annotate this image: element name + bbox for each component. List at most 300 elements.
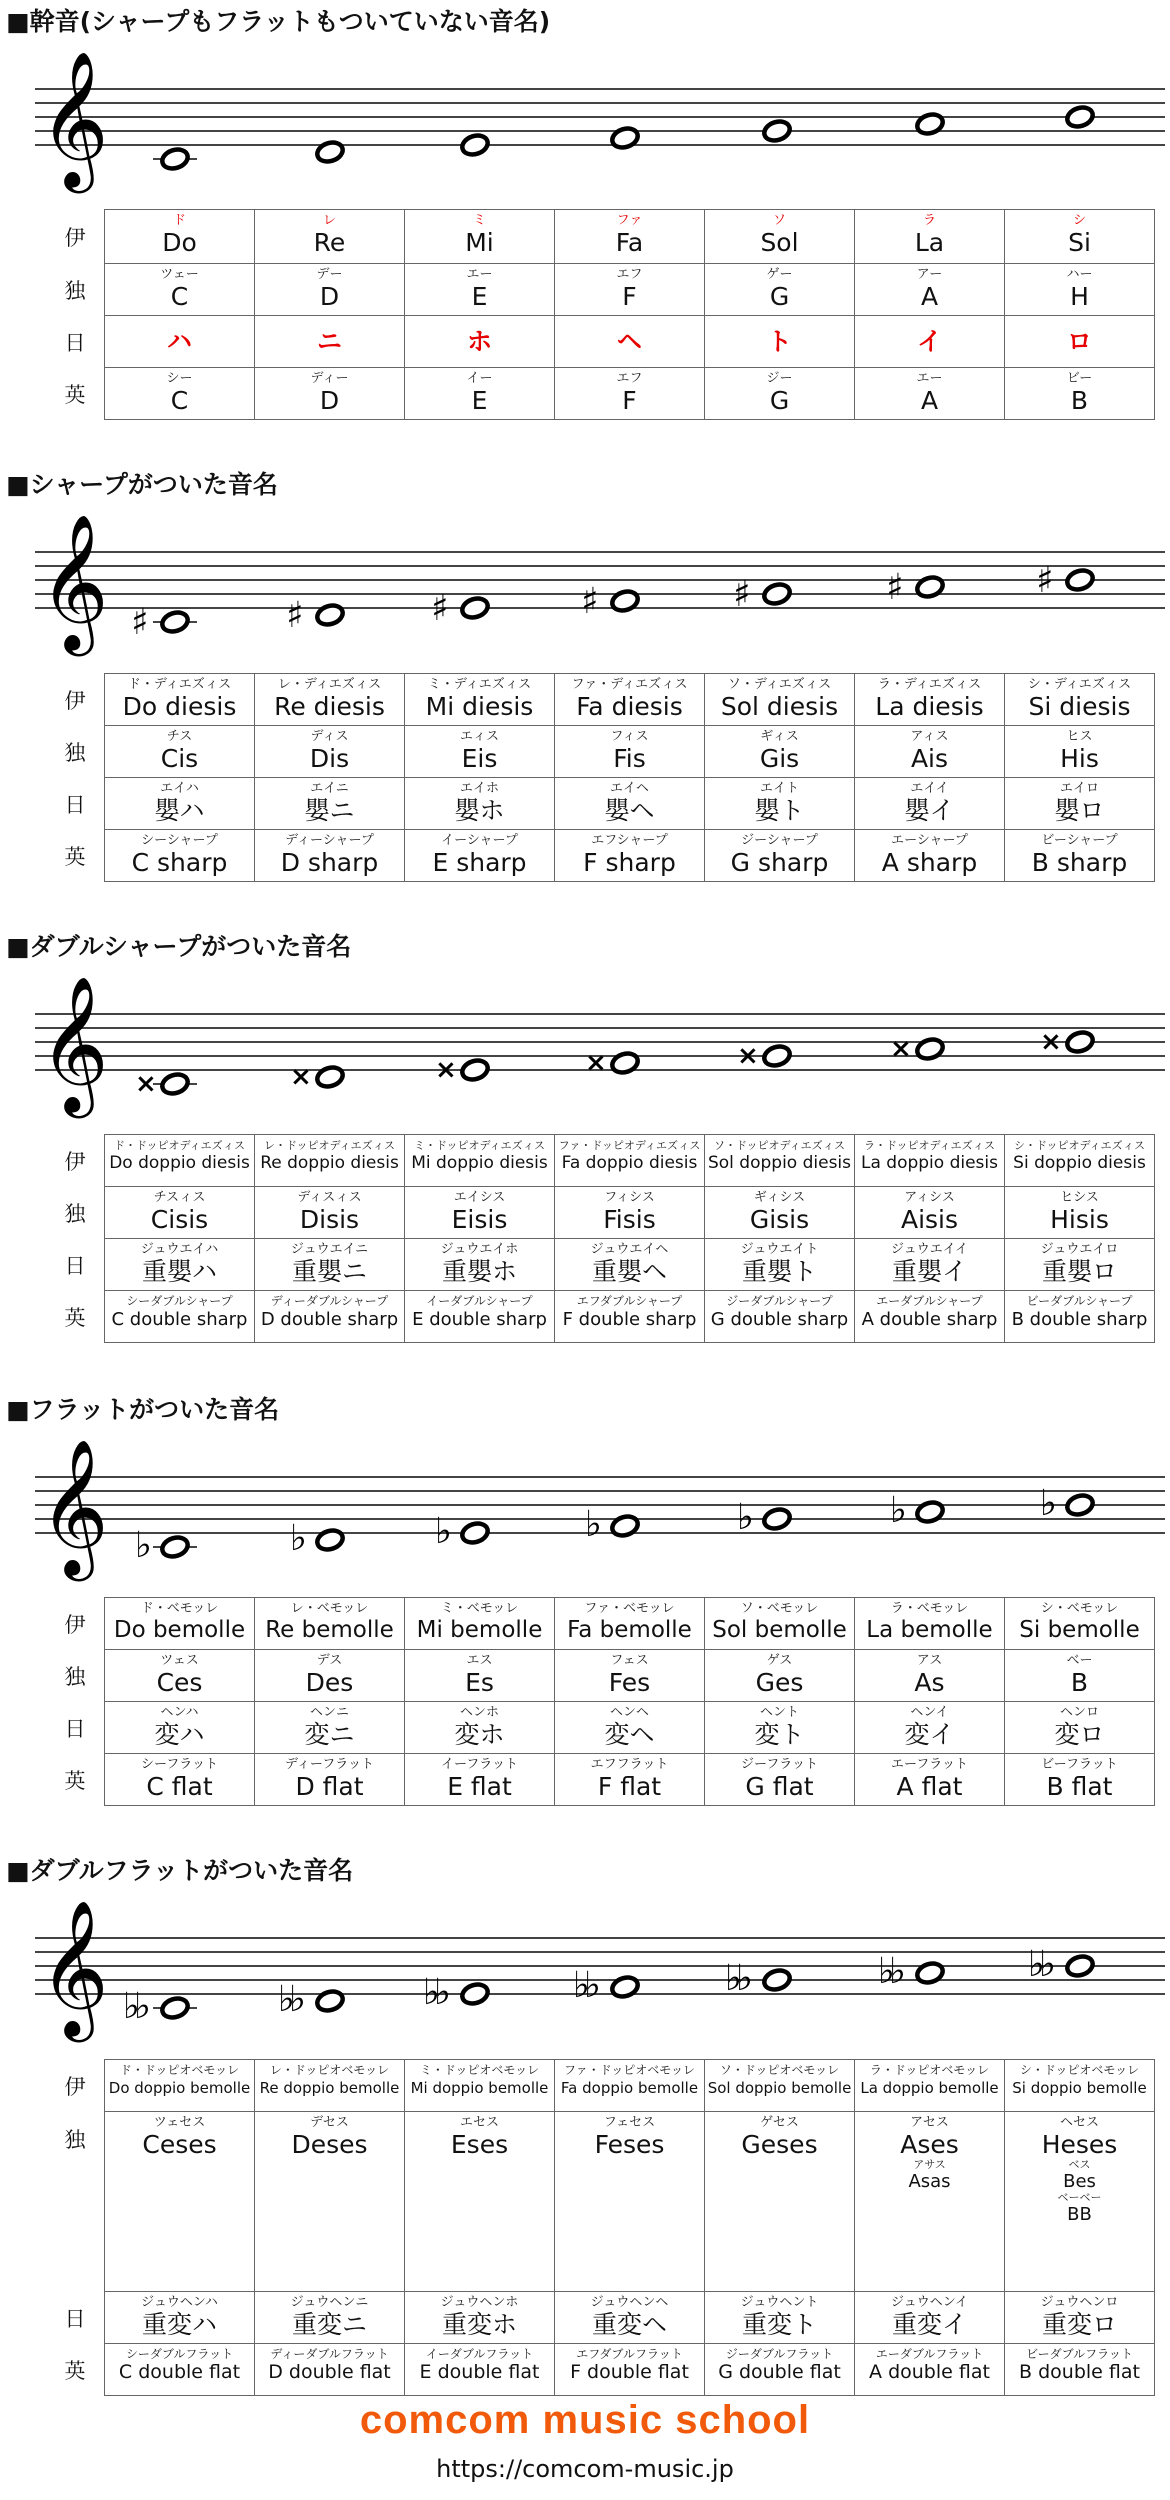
kana: エフダブルフラット [576, 2347, 683, 2361]
lang-label-it: 伊 [64, 1612, 86, 1637]
kana: ド [172, 213, 186, 228]
lang-label-en: 英 [64, 2358, 86, 2383]
kana: シーシャープ [141, 833, 218, 848]
german-name: Fis [613, 744, 646, 773]
kana: ラ [922, 213, 936, 228]
kana: エフ [616, 267, 643, 282]
whole-note [160, 1534, 190, 1559]
german-name: Dis [309, 744, 350, 773]
kana: エイシス [453, 1190, 506, 1205]
japanese-name: 嬰ト [754, 796, 805, 825]
whole-note [460, 595, 490, 620]
kana: エー [916, 371, 943, 386]
kana: ジュウエイト [740, 1242, 819, 1257]
kana: エーフラット [890, 1757, 969, 1772]
lang-label-it: 伊 [64, 225, 86, 250]
kana: ド・ドッピオベモッレ [119, 2063, 240, 2077]
treble-clef-icon: 𝄞 [39, 512, 109, 650]
english-name: D double flat [268, 2361, 391, 2383]
kana: ヘセス [1059, 2115, 1099, 2130]
english-name: B sharp [1031, 848, 1128, 877]
kana: ド・ベモッレ [140, 1601, 219, 1616]
lang-label-en: 英 [64, 1305, 86, 1330]
japanese-name: 重嬰ホ [441, 1257, 517, 1286]
double-sharp-icon: × [737, 1041, 759, 1071]
treble-clef-icon: 𝄞 [39, 974, 109, 1112]
kana: エィス [459, 729, 499, 744]
whole-note [460, 1057, 490, 1082]
double-sharp-icon: × [135, 1069, 157, 1099]
kana: ソ・ベモッレ [740, 1601, 819, 1616]
kana: ベー [1066, 1653, 1093, 1668]
double-sharp-icon: × [435, 1055, 457, 1085]
kana: ジュウエイニ [290, 1242, 369, 1257]
whole-note [915, 574, 945, 599]
double-flat-icon: ♭♭ [123, 1986, 145, 2027]
flat-icon: ♭ [585, 1504, 602, 1545]
kana: レ・ドッピオベモッレ [269, 2063, 390, 2077]
kana: エイニ [310, 781, 349, 796]
italian-name: La [914, 228, 945, 257]
kana: イーダブルシャープ [426, 1294, 533, 1308]
japanese-name: 重変イ [891, 2310, 967, 2339]
kana: チスィス [153, 1190, 206, 1205]
kana: ソ・ディエズィス [727, 677, 832, 692]
whole-note [160, 1071, 190, 1096]
japanese-name: 嬰ホ [454, 796, 505, 825]
kana: ジュウエイヘ [590, 1242, 669, 1257]
section-title: ■幹音(シャープもフラットもついていない音名) [6, 7, 551, 36]
double-flat-icon: ♭♭ [878, 1951, 900, 1992]
kana: ヒシス [1060, 1190, 1099, 1205]
kana: レ [322, 213, 336, 228]
kana: シ・ドッピオディエズィス [1013, 1139, 1145, 1152]
kana: ギィシス [753, 1190, 806, 1205]
italian-name: Re doppio diesis [260, 1153, 399, 1173]
kana: ソ・ドッピオベモッレ [719, 2063, 840, 2077]
school-logo: comcom music school [359, 2398, 811, 2442]
german-name: Eis [461, 744, 498, 773]
note-name-table [46, 673, 1155, 882]
german-name: Ges [755, 1668, 804, 1697]
lang-label-en: 英 [64, 1768, 86, 1793]
kana: フェセス [603, 2115, 656, 2130]
english-name: D [319, 386, 340, 415]
japanese-name: 重変ト [741, 2310, 817, 2339]
german-name: Ais [910, 744, 949, 773]
japanese-name: 重嬰ロ [1041, 1257, 1117, 1286]
section-title: ■フラットがついた音名 [6, 1395, 280, 1424]
english-name: E flat [447, 1772, 512, 1801]
italian-name: Si diesis [1028, 692, 1131, 721]
german-name: Ces [156, 1668, 203, 1697]
kana: ディーダブルフラット [270, 2347, 389, 2361]
kana: エーシャープ [891, 833, 968, 848]
whole-note [915, 1499, 945, 1524]
whole-note [1065, 1492, 1095, 1517]
italian-name: Fa doppio diesis [561, 1153, 698, 1173]
english-name: A double flat [869, 2361, 990, 2383]
italian-name: Fa doppio bemolle [560, 2079, 699, 2097]
kana: シーダブルフラット [125, 2347, 234, 2361]
whole-note [315, 139, 345, 164]
kana: ヘンヘ [609, 1705, 649, 1720]
english-name: E [471, 386, 488, 415]
german-alt-name: BB [1067, 2204, 1092, 2225]
japanese-name: ヘ [616, 327, 642, 356]
italian-name: Do doppio bemolle [108, 2079, 251, 2097]
kana: ゲス [766, 1653, 793, 1668]
lang-label-jp: 日 [64, 792, 86, 817]
kana: エフダブルシャープ [576, 1294, 683, 1308]
treble-clef-icon: 𝄞 [39, 49, 109, 187]
japanese-name: ト [766, 327, 792, 356]
japanese-name: ハ [166, 327, 192, 356]
kana: ヘンロ [1059, 1705, 1099, 1720]
kana: ジュウヘンニ [290, 2295, 369, 2310]
kana: アー [916, 267, 943, 282]
whole-note [460, 132, 490, 157]
japanese-name: 変ホ [454, 1720, 505, 1749]
kana: ジュウヘンヘ [590, 2295, 669, 2310]
music-staff [35, 1432, 1165, 1582]
double-sharp-icon: × [585, 1048, 607, 1078]
whole-note [315, 602, 345, 627]
english-name: A sharp [881, 848, 978, 877]
kana: エフ [616, 371, 643, 386]
section-title: ■ダブルシャープがついた音名 [6, 932, 352, 961]
kana: ド・ドッピオディエズィス [113, 1139, 245, 1152]
german-name: Heses [1041, 2130, 1118, 2159]
kana: ベス [1068, 2158, 1091, 2171]
whole-note [315, 1988, 345, 2013]
english-name: B double flat [1019, 2361, 1140, 2383]
english-name: B [1070, 386, 1089, 415]
english-name: A double sharp [861, 1309, 998, 1330]
kana: デー [316, 267, 343, 282]
japanese-name: 変ヘ [604, 1720, 655, 1749]
whole-note [1065, 1953, 1095, 1978]
italian-name: La doppio bemolle [860, 2079, 999, 2097]
italian-name: Mi [465, 228, 494, 257]
italian-name: Sol bemolle [712, 1617, 847, 1643]
kana: ラ・ドッピオディエズィス [863, 1139, 995, 1152]
whole-note [315, 1527, 345, 1552]
lang-label-jp: 日 [64, 1716, 86, 1741]
german-name: E [471, 282, 488, 311]
english-name: A flat [896, 1772, 963, 1801]
whole-note [610, 125, 640, 150]
kana: エセス [459, 2115, 499, 2130]
kana: ゲー [766, 267, 793, 282]
italian-name: Do doppio diesis [109, 1153, 250, 1173]
whole-note [610, 1513, 640, 1538]
english-name: G flat [745, 1772, 814, 1801]
lang-label-de: 独 [64, 1201, 86, 1226]
japanese-name: 嬰ハ [154, 796, 205, 825]
german-name: D [319, 282, 340, 311]
italian-name: Fa bemolle [567, 1617, 692, 1643]
kana: シ・ドッピオベモッレ [1019, 2063, 1140, 2077]
german-name: Hisis [1050, 1205, 1109, 1234]
japanese-name: 重変ハ [141, 2310, 217, 2339]
kana: ツェセス [153, 2115, 206, 2130]
kana: ビーシャープ [1041, 833, 1118, 848]
kana: アィシス [904, 1190, 955, 1205]
japanese-name: 変イ [904, 1720, 955, 1749]
whole-note [915, 1960, 945, 1985]
kana: ジュウエイホ [440, 1242, 519, 1257]
japanese-name: 嬰ロ [1054, 796, 1105, 825]
kana: シーフラット [140, 1757, 219, 1772]
italian-name: Sol doppio diesis [707, 1153, 852, 1173]
kana: ミ・ドッピオベモッレ [419, 2063, 540, 2077]
kana: ファ・ドッピオベモッレ [564, 2063, 695, 2077]
section-title: ■シャープがついた音名 [6, 470, 278, 499]
english-name: B flat [1046, 1772, 1113, 1801]
kana: ラ・ディエズィス [877, 677, 982, 692]
german-name: Aisis [900, 1205, 959, 1234]
lang-label-de: 独 [64, 1664, 86, 1689]
english-name: D sharp [280, 848, 379, 877]
italian-name: Re diesis [274, 692, 385, 721]
english-name: E sharp [432, 848, 527, 877]
kana: エーダブルシャープ [876, 1294, 983, 1308]
whole-note [610, 1050, 640, 1075]
kana: エイイ [910, 781, 949, 796]
english-name: A [920, 386, 939, 415]
italian-name: Mi doppio diesis [411, 1153, 548, 1173]
japanese-name: ホ [466, 327, 492, 356]
double-flat-icon: ♭♭ [278, 1979, 300, 2020]
german-name: Ceses [142, 2130, 217, 2159]
german-name: Ases [900, 2130, 959, 2159]
kana: ジュウヘント [740, 2295, 819, 2310]
german-name: Gisis [749, 1205, 810, 1234]
german-name: Eisis [451, 1205, 508, 1234]
note-name-table [46, 2059, 1155, 2396]
italian-name: Mi doppio bemolle [410, 2079, 549, 2097]
kana: イーフラット [440, 1757, 519, 1772]
kana: ビー [1066, 371, 1093, 386]
japanese-name: 変ロ [1054, 1720, 1105, 1749]
treble-clef-icon: 𝄞 [39, 1898, 109, 2036]
english-name: F double sharp [562, 1309, 697, 1330]
english-name: E double flat [419, 2361, 540, 2383]
italian-name: Do bemolle [113, 1617, 246, 1643]
italian-name: Si [1068, 228, 1091, 257]
english-name: D flat [295, 1772, 364, 1801]
kana: ファ [616, 213, 643, 228]
english-name: G [769, 386, 790, 415]
german-name: As [914, 1668, 945, 1697]
sharp-icon: ♯ [581, 581, 599, 622]
german-name: Eses [450, 2130, 509, 2159]
kana: ファ・ベモッレ [584, 1601, 675, 1616]
italian-name: Sol [760, 228, 799, 257]
music-staff [35, 1893, 1165, 2043]
kana: ド・ディエズィス [127, 677, 232, 692]
kana: ラ・ドッピオベモッレ [869, 2063, 990, 2077]
german-name: C [170, 282, 189, 311]
english-name: F double flat [570, 2361, 689, 2383]
japanese-name: 重嬰ハ [141, 1257, 217, 1286]
english-name: D double sharp [260, 1309, 399, 1330]
italian-name: Mi diesis [425, 692, 534, 721]
english-name: F [622, 386, 637, 415]
double-flat-icon: ♭♭ [573, 1965, 595, 2006]
german-name: Cisis [150, 1205, 209, 1234]
italian-name: Re [313, 228, 346, 257]
sharp-icon: ♯ [886, 567, 904, 608]
lang-label-it: 伊 [64, 2074, 86, 2099]
german-name: F [622, 282, 637, 311]
whole-note [1065, 1029, 1095, 1054]
kana: ゲセス [760, 2115, 799, 2130]
english-name: C flat [146, 1772, 213, 1801]
whole-note [610, 588, 640, 613]
german-alt-name: Bes [1063, 2171, 1096, 2192]
english-name: F sharp [583, 848, 676, 877]
kana: アス [916, 1653, 943, 1668]
kana: ヒス [1066, 729, 1093, 744]
italian-name: Si doppio diesis [1013, 1153, 1146, 1173]
kana: フェス [610, 1653, 649, 1668]
kana: シー [166, 371, 193, 386]
italian-name: Mi bemolle [416, 1617, 543, 1643]
lang-label-de: 独 [64, 740, 86, 765]
kana: ファ・ドッピオディエズィス [558, 1139, 701, 1152]
italian-name: Re bemolle [265, 1617, 394, 1643]
japanese-name: 変ニ [304, 1720, 355, 1749]
kana: ヘンイ [910, 1705, 949, 1720]
kana: シ・ディエズィス [1027, 677, 1132, 692]
lang-label-de: 独 [64, 2127, 86, 2152]
kana: ギィス [760, 729, 799, 744]
kana: ジュウエイハ [140, 1242, 219, 1257]
kana: エイホ [459, 781, 499, 796]
german-name: H [1070, 282, 1089, 311]
whole-note [762, 581, 792, 606]
kana: ラ・ベモッレ [890, 1601, 969, 1616]
whole-note [762, 1506, 792, 1531]
whole-note [762, 118, 792, 143]
kana: ジュウヘンハ [141, 2295, 218, 2310]
german-name: Gis [759, 744, 800, 773]
note-name-table [46, 209, 1155, 420]
english-name: G sharp [730, 848, 829, 877]
note-name-table [46, 1134, 1155, 1343]
lang-label-en: 英 [64, 382, 86, 407]
kana: ミ・ベモッレ [440, 1601, 519, 1616]
kana: ビーダブルフラット [1026, 2347, 1133, 2361]
kana: エイト [759, 781, 799, 796]
english-name: C [170, 386, 189, 415]
kana: ビーダブルシャープ [1026, 1294, 1133, 1308]
double-sharp-icon: × [1040, 1027, 1062, 1057]
site-url[interactable]: https://comcom-music.jp [436, 2455, 734, 2483]
kana: イー [466, 371, 493, 386]
kana: エス [466, 1653, 493, 1668]
japanese-name: 嬰ニ [304, 796, 355, 825]
kana: ジュウエイイ [890, 1242, 969, 1257]
italian-name: La bemolle [866, 1617, 993, 1643]
japanese-name: ニ [316, 327, 342, 356]
flat-icon: ♭ [290, 1518, 307, 1559]
lang-label-jp: 日 [64, 1253, 86, 1278]
kana: ヘント [759, 1705, 799, 1720]
kana: ヘンホ [459, 1705, 499, 1720]
kana: ファ・ディエズィス [571, 677, 688, 692]
english-name: G double sharp [710, 1309, 849, 1330]
double-sharp-icon: × [890, 1034, 912, 1064]
kana: ディーシャープ [285, 833, 374, 848]
sharp-icon: ♯ [431, 588, 449, 629]
german-name: Deses [291, 2130, 368, 2159]
sharp-icon: ♯ [733, 574, 751, 615]
sharp-icon: ♯ [1036, 560, 1054, 601]
german-name: B [1070, 1668, 1089, 1697]
flat-icon: ♭ [737, 1497, 754, 1538]
kana: ベーベー [1057, 2191, 1102, 2204]
kana: ディーフラット [284, 1757, 375, 1772]
kana: ジュウヘンイ [890, 2295, 969, 2310]
whole-note [315, 1064, 345, 1089]
whole-note [762, 1043, 792, 1068]
kana: シーダブルシャープ [126, 1294, 233, 1308]
italian-name: Fa diesis [576, 692, 683, 721]
kana: デス [316, 1653, 343, 1668]
lang-label-de: 独 [64, 278, 86, 303]
kana: ジーフラット [740, 1757, 819, 1772]
lang-label-jp: 日 [64, 330, 86, 355]
kana: エイハ [160, 781, 199, 796]
kana: シ・ベモッレ [1040, 1601, 1119, 1616]
kana: ディーダブルシャープ [270, 1294, 389, 1308]
kana: レ・ベモッレ [290, 1601, 369, 1616]
kana: エフフラット [590, 1757, 669, 1772]
kana: ジーダブルフラット [725, 2347, 834, 2361]
double-flat-icon: ♭♭ [423, 1972, 445, 2013]
japanese-name: ロ [1066, 327, 1092, 356]
whole-note [460, 1981, 490, 2006]
whole-note [160, 1995, 190, 2020]
treble-clef-icon: 𝄞 [39, 1437, 109, 1575]
italian-name: La diesis [875, 692, 984, 721]
kana: ディス [310, 729, 349, 744]
italian-name: Re doppio bemolle [259, 2079, 400, 2097]
japanese-name: 重変ホ [441, 2310, 517, 2339]
kana: エイロ [1059, 781, 1099, 796]
lang-label-it: 伊 [64, 688, 86, 713]
flat-icon: ♭ [435, 1511, 452, 1552]
whole-note [460, 1520, 490, 1545]
kana: アサス [913, 2158, 946, 2171]
kana: ミ・ディエズィス [427, 677, 532, 692]
italian-name: Sol doppio bemolle [707, 2079, 852, 2097]
kana: エフシャープ [591, 833, 668, 848]
japanese-name: 変ハ [154, 1720, 205, 1749]
whole-note [915, 1036, 945, 1061]
whole-note [1065, 104, 1095, 129]
kana: ジーダブルシャープ [726, 1294, 833, 1308]
kana: ハー [1066, 267, 1093, 282]
kana: ビーフラット [1041, 1757, 1118, 1772]
kana: ミ・ドッピオディエズィス [413, 1139, 545, 1152]
kana: アセス [910, 2115, 949, 2130]
kana: ヘンハ [160, 1705, 199, 1720]
italian-name: Sol diesis [720, 692, 839, 721]
